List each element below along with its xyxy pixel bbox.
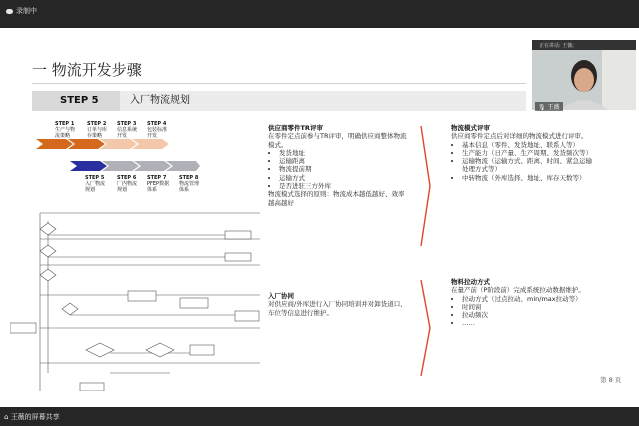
cloud-icon [6,9,13,14]
step-top-4 [147,121,167,139]
step-id: STEP 7 [147,175,167,181]
panel-note: 物流模式选择的原则：物流成本越低越好、效率越高越好 [268,190,405,207]
step-id: STEP 3 [117,121,137,127]
step-id: STEP 4 [147,121,167,127]
step-desc: 厂内物流 规划 [117,181,138,193]
arrow-step-6 [102,161,139,171]
step-id: STEP 8 [179,175,199,181]
decision-node [40,269,56,281]
process-flowchart [10,203,262,391]
step-desc: 生产与物 流策略 [55,127,76,139]
step-bottom-8 [179,175,199,193]
panel-intro: 对供应商/外库进行入厂协同培训并对卸货道口、车位等信息进行维护。 [268,300,407,317]
process-box [225,253,251,261]
step-top-1 [55,121,75,139]
panel-intro: 在零件定点前参与TR评审，明确供应商整体物流模式。 [268,132,407,149]
video-feed [532,50,636,110]
decision-node [40,245,56,257]
list-item: • 生产能力（日产量、生产周期、发货频次等） [462,149,593,157]
list-item: • …… [462,319,593,327]
step-top-3 [117,121,137,139]
page-number: 第 8 页 [600,376,622,384]
step-bottom-6 [117,175,137,193]
bracket-top [418,126,432,246]
list-item: • 中转物流（外库选择、地址、库存天数等） [462,174,593,182]
speaking-label: 正在讲话: 王薇; [539,43,574,49]
list-item: • 时间窗 [462,303,593,311]
arrow-step-4 [132,139,169,149]
list-item: • 拉动频次 [462,311,593,319]
panel-pull [451,278,593,328]
list-item: • 是否进驻三方外库 [279,182,408,190]
list-item: • 运输距离 [279,157,408,165]
speaker-video[interactable] [532,40,636,110]
step-top-2 [87,121,107,139]
person-video [532,50,636,110]
title-divider [32,83,526,84]
step-desc: 订单与库 存策略 [87,127,108,139]
panel-tr-review [268,124,408,207]
panel-inbound [268,292,408,317]
mic-icon: 🎙 [538,104,546,111]
arrow-step-2 [68,139,105,149]
process-box [190,345,214,355]
step-arrows [36,139,201,175]
arrow-step-5 [70,161,107,171]
list-item: • 物流提前期 [279,165,408,173]
arrow-step-7 [134,161,171,171]
screen-share-label[interactable] [4,412,60,422]
share-status-bar [0,407,639,426]
panel-heading: 入厂协同 [268,292,294,300]
process-box [180,298,208,308]
slide-title: 一 物流开发步骤 [32,61,142,79]
panel-heading: 供应商零件TR评审 [268,124,323,132]
arrow-step-1 [36,139,73,149]
video-header [532,40,636,50]
step-label: STEP 5 [32,91,120,111]
step-desc: 入厂物流 规划 [85,181,106,193]
panel-intro: 供应商零件定点后对详细的物流模式进行评审。 [451,132,588,141]
list-item: • 运输物流（运输方式、距离、时间、紧急运输处理方式等） [462,157,593,174]
participant-name: 王薇 [547,104,560,111]
step-id: STEP 1 [55,121,75,127]
decision-node [62,303,78,315]
list-item: • 拉动方式（过点拉动、min/max拉动等） [462,295,593,303]
panel-mode-review [451,124,593,182]
process-box [80,383,104,391]
participant-name-tag [535,102,563,111]
arrow-step-8 [166,161,200,171]
step-desc: 信息系统 开发 [117,127,138,139]
list-item: • 运输方式 [279,174,408,182]
screen-share-text: 王薇的屏幕共享 [10,413,60,421]
bracket-bottom [418,280,432,376]
step-bottom-5 [85,175,105,193]
decision-node [146,343,174,357]
arrow-step-3 [100,139,137,149]
step-bottom-7 [147,175,169,193]
step-title: 入厂物流规划 [130,95,190,106]
step-id: STEP 2 [87,121,107,127]
step-id: STEP 5 [85,175,105,181]
process-box [235,311,259,321]
process-box [10,323,36,333]
step-desc: 物流管理 体系 [179,181,200,193]
recording-indicator[interactable] [6,6,37,16]
screen-share-icon: ⌂ [4,413,9,421]
recording-label: 录制中 [16,7,37,15]
step-desc: PFEP数据 体系 [147,181,170,193]
panel-heading: 物流模式评审 [451,124,490,132]
decision-node [40,223,56,235]
panel-list [451,295,593,328]
step-desc: 包装标准 开发 [147,127,168,139]
panel-list [451,141,593,182]
recording-bar [0,0,639,28]
panel-list [268,149,408,190]
decision-node [86,343,114,357]
list-item: • 基本信息（零件、发货地址、联系人等） [462,141,593,149]
step-id: STEP 6 [117,175,137,181]
panel-heading: 物料拉动方式 [451,278,490,286]
process-box [225,231,251,239]
panel-intro: 在量产前（P阶段前）完成系统拉动数据维护。 [451,286,585,295]
list-item: • 发货地址 [279,149,408,157]
process-box [128,291,156,301]
